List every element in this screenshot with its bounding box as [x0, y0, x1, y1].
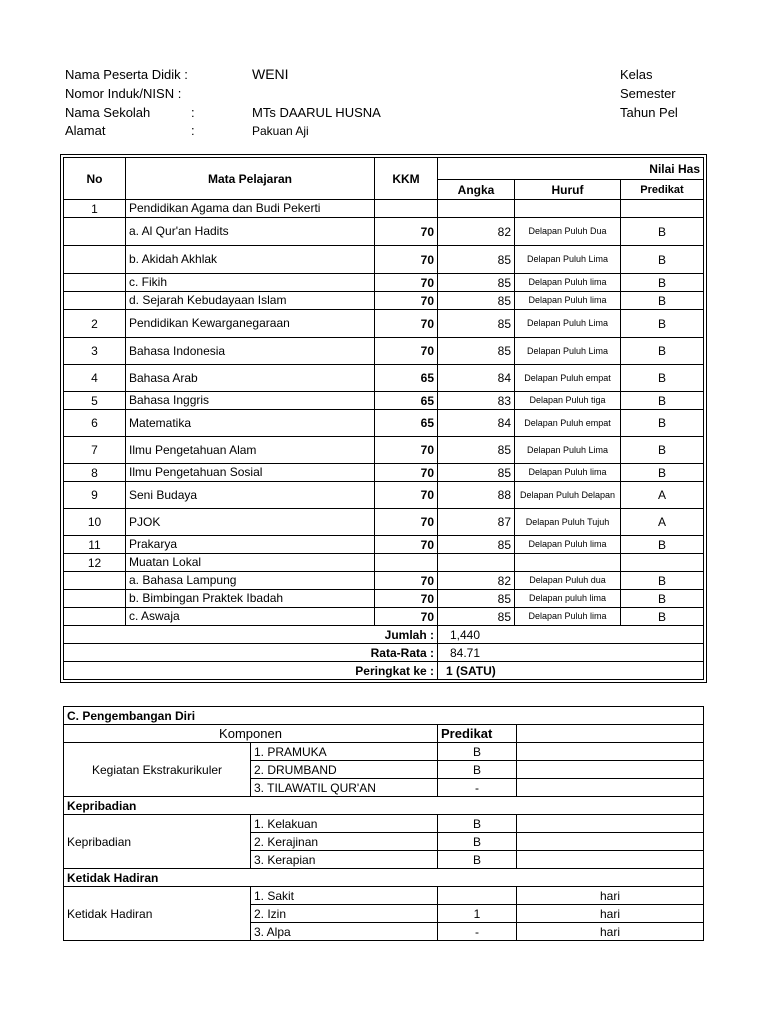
grade-no: 9 [64, 482, 126, 509]
grade-no [64, 572, 126, 590]
grade-words: Delapan Puluh lima [515, 464, 621, 482]
grade-no [64, 590, 126, 608]
grade-subject: Matematika [126, 410, 375, 437]
absence-unit: hari [517, 887, 704, 905]
grade-no: 11 [64, 536, 126, 554]
component-predicate: B [438, 761, 517, 779]
grade-kkm: 70 [375, 274, 438, 292]
grade-subject: d. Sejarah Kebudayaan Islam [126, 292, 375, 310]
grade-words: Delapan Puluh Lima [515, 437, 621, 464]
total-label: Jumlah : [64, 626, 438, 644]
grade-score [438, 200, 515, 218]
address-label: Alamat [65, 123, 106, 138]
grade-no: 10 [64, 509, 126, 536]
component-predicate: B [438, 833, 517, 851]
grade-subject: c. Fikih [126, 274, 375, 292]
grade-score: 85 [438, 338, 515, 365]
grade-subject: b. Akidah Akhlak [126, 246, 375, 274]
grade-row [64, 410, 704, 437]
grade-row [64, 310, 704, 338]
school-label: Nama Sekolah [65, 105, 151, 120]
grade-score: 85 [438, 608, 515, 626]
grade-score: 83 [438, 392, 515, 410]
grade-score: 85 [438, 246, 515, 274]
grade-subject: Pendidikan Kewarganegaraan [126, 310, 375, 338]
grade-kkm: 70 [375, 292, 438, 310]
grade-row [64, 338, 704, 365]
grade-kkm: 70 [375, 246, 438, 274]
grade-predicate: B [621, 218, 704, 246]
development-row [64, 815, 704, 833]
grade-kkm: 70 [375, 572, 438, 590]
grade-no: 4 [64, 365, 126, 392]
header-no: No [64, 158, 126, 200]
grade-subject: Bahasa Inggris [126, 392, 375, 410]
grade-predicate: B [621, 437, 704, 464]
grade-words: Delapan Puluh Lima [515, 246, 621, 274]
grade-score: 85 [438, 464, 515, 482]
grade-score: 84 [438, 365, 515, 392]
nisn-label: Nomor Induk/NISN : [65, 86, 182, 101]
development-table [63, 706, 704, 941]
class-label: Kelas [620, 67, 653, 82]
grade-kkm [375, 554, 438, 572]
grade-kkm: 65 [375, 365, 438, 392]
grade-words: Delapan Puluh Lima [515, 338, 621, 365]
grade-kkm: 70 [375, 509, 438, 536]
grade-kkm: 70 [375, 310, 438, 338]
grade-row [64, 218, 704, 246]
grade-no: 8 [64, 464, 126, 482]
group-label: Kepribadian [64, 815, 251, 869]
grades-table [63, 157, 704, 680]
empty-cell [517, 725, 704, 743]
grade-no: 12 [64, 554, 126, 572]
grade-subject: c. Aswaja [126, 608, 375, 626]
grade-score: 88 [438, 482, 515, 509]
grade-predicate: B [621, 310, 704, 338]
component-item: 2. Izin [251, 905, 438, 923]
grade-words: Delapan Puluh Lima [515, 310, 621, 338]
grade-predicate: B [621, 536, 704, 554]
empty-cell [517, 851, 704, 869]
component-item: 1. Sakit [251, 887, 438, 905]
grade-no [64, 246, 126, 274]
absence-title: Ketidak Hadiran [64, 869, 704, 887]
grade-row [64, 246, 704, 274]
year-label: Tahun Pel [620, 105, 678, 120]
student-name-label: Nama Peserta Didik : [65, 67, 188, 82]
grade-words: Delapan Puluh dua [515, 572, 621, 590]
component-predicate: 1 [438, 905, 517, 923]
grade-row [64, 536, 704, 554]
grade-row [64, 482, 704, 509]
grade-words: Delapan Puluh lima [515, 608, 621, 626]
grade-row [64, 590, 704, 608]
grade-kkm: 65 [375, 392, 438, 410]
grade-no [64, 274, 126, 292]
header-kkm: KKM [375, 158, 438, 200]
grade-subject: Prakarya [126, 536, 375, 554]
empty-cell [517, 761, 704, 779]
average-label: Rata-Rata : [64, 644, 438, 662]
semester-label: Semester [620, 86, 676, 101]
component-item: 1. PRAMUKA [251, 743, 438, 761]
grade-row [64, 292, 704, 310]
predicate-header: Predikat [438, 725, 517, 743]
component-item: 1. Kelakuan [251, 815, 438, 833]
grade-row [64, 608, 704, 626]
grade-subject: Ilmu Pengetahuan Alam [126, 437, 375, 464]
header-predicate: Predikat [621, 180, 704, 200]
grade-predicate: B [621, 590, 704, 608]
grade-subject: a. Bahasa Lampung [126, 572, 375, 590]
grade-kkm: 70 [375, 218, 438, 246]
grade-words: Delapan Puluh empat [515, 410, 621, 437]
grade-kkm: 70 [375, 464, 438, 482]
grade-no: 1 [64, 200, 126, 218]
grade-no: 6 [64, 410, 126, 437]
grade-words: Delapan puluh lima [515, 590, 621, 608]
header-number: Angka [438, 180, 515, 200]
grade-subject: Seni Budaya [126, 482, 375, 509]
grade-kkm: 70 [375, 590, 438, 608]
grade-score: 85 [438, 590, 515, 608]
total-value: 1,440 [438, 626, 704, 644]
rank-value: 1 (SATU) [438, 662, 704, 680]
grade-kkm: 65 [375, 410, 438, 437]
grade-no [64, 218, 126, 246]
grade-predicate: B [621, 365, 704, 392]
header-letter: Huruf [515, 180, 621, 200]
component-predicate: B [438, 851, 517, 869]
development-title: C. Pengembangan Diri [64, 707, 704, 725]
component-item: 3. Kerapian [251, 851, 438, 869]
grade-subject: Muatan Lokal [126, 554, 375, 572]
grade-row [64, 509, 704, 536]
grade-no: 7 [64, 437, 126, 464]
grade-row [64, 554, 704, 572]
grade-row [64, 464, 704, 482]
component-predicate: B [438, 815, 517, 833]
grade-subject: Pendidikan Agama dan Budi Pekerti [126, 200, 375, 218]
address-value: Pakuan Aji [252, 124, 309, 138]
grade-words: Delapan Puluh lima [515, 536, 621, 554]
grade-no: 2 [64, 310, 126, 338]
header-result: Nilai Has [438, 158, 704, 180]
address-colon: : [191, 123, 195, 138]
grade-subject: Bahasa Arab [126, 365, 375, 392]
grade-kkm: 70 [375, 536, 438, 554]
grade-score: 84 [438, 410, 515, 437]
development-row [64, 887, 704, 905]
grade-subject: PJOK [126, 509, 375, 536]
grade-kkm: 70 [375, 437, 438, 464]
component-predicate: B [438, 743, 517, 761]
grade-kkm: 70 [375, 608, 438, 626]
grade-row [64, 572, 704, 590]
group-label: Kegiatan Ekstrakurikuler [64, 743, 251, 797]
grade-predicate: A [621, 509, 704, 536]
component-item: 3. TILAWATIL QUR'AN [251, 779, 438, 797]
grade-words: Delapan Puluh tiga [515, 392, 621, 410]
empty-cell [517, 815, 704, 833]
grade-score: 87 [438, 509, 515, 536]
absence-unit: hari [517, 923, 704, 941]
grade-predicate [621, 200, 704, 218]
grade-predicate: B [621, 274, 704, 292]
empty-cell [517, 743, 704, 761]
grade-words: Delapan Puluh lima [515, 292, 621, 310]
grade-subject: Bahasa Indonesia [126, 338, 375, 365]
grade-words: Delapan Puluh Tujuh [515, 509, 621, 536]
component-item: 3. Alpa [251, 923, 438, 941]
grade-row [64, 200, 704, 218]
grade-words [515, 554, 621, 572]
absence-unit: hari [517, 905, 704, 923]
grade-score [438, 554, 515, 572]
school-value: MTs DAARUL HUSNA [252, 105, 381, 120]
grade-row [64, 365, 704, 392]
student-name-value: WENI [252, 66, 289, 82]
empty-cell [517, 779, 704, 797]
grade-predicate [621, 554, 704, 572]
grade-predicate: B [621, 464, 704, 482]
grade-row [64, 392, 704, 410]
personality-title: Kepribadian [64, 797, 704, 815]
grade-predicate: B [621, 410, 704, 437]
grade-predicate: B [621, 338, 704, 365]
grade-no [64, 608, 126, 626]
grade-kkm: 70 [375, 338, 438, 365]
grade-kkm [375, 200, 438, 218]
school-colon: : [191, 105, 195, 120]
grade-predicate: B [621, 292, 704, 310]
grade-words: Delapan Puluh empat [515, 365, 621, 392]
grade-predicate: B [621, 246, 704, 274]
component-predicate: - [438, 923, 517, 941]
grade-predicate: B [621, 572, 704, 590]
empty-cell [517, 833, 704, 851]
grade-kkm: 70 [375, 482, 438, 509]
average-value: 84.71 [438, 644, 704, 662]
component-item: 2. DRUMBAND [251, 761, 438, 779]
grade-subject: a. Al Qur'an Hadits [126, 218, 375, 246]
grade-score: 82 [438, 218, 515, 246]
grade-predicate: B [621, 392, 704, 410]
grade-words: Delapan Puluh lima [515, 274, 621, 292]
header-subject: Mata Pelajaran [126, 158, 375, 200]
grade-no: 5 [64, 392, 126, 410]
grade-row [64, 274, 704, 292]
rank-label: Peringkat ke : [64, 662, 438, 680]
grade-score: 85 [438, 437, 515, 464]
component-header: Komponen [64, 725, 438, 743]
grade-words [515, 200, 621, 218]
grade-score: 85 [438, 274, 515, 292]
component-item: 2. Kerajinan [251, 833, 438, 851]
group-label: Ketidak Hadiran [64, 887, 251, 941]
grade-score: 82 [438, 572, 515, 590]
grade-score: 85 [438, 536, 515, 554]
grade-predicate: B [621, 608, 704, 626]
grade-words: Delapan Puluh Dua [515, 218, 621, 246]
grade-score: 85 [438, 292, 515, 310]
component-predicate [438, 887, 517, 905]
component-predicate: - [438, 779, 517, 797]
grade-subject: Ilmu Pengetahuan Sosial [126, 464, 375, 482]
grade-no: 3 [64, 338, 126, 365]
development-row [64, 743, 704, 761]
grade-row [64, 437, 704, 464]
grade-predicate: A [621, 482, 704, 509]
grade-score: 85 [438, 310, 515, 338]
grade-words: Delapan Puluh Delapan [515, 482, 621, 509]
grade-subject: b. Bimbingan Praktek Ibadah [126, 590, 375, 608]
grade-no [64, 292, 126, 310]
